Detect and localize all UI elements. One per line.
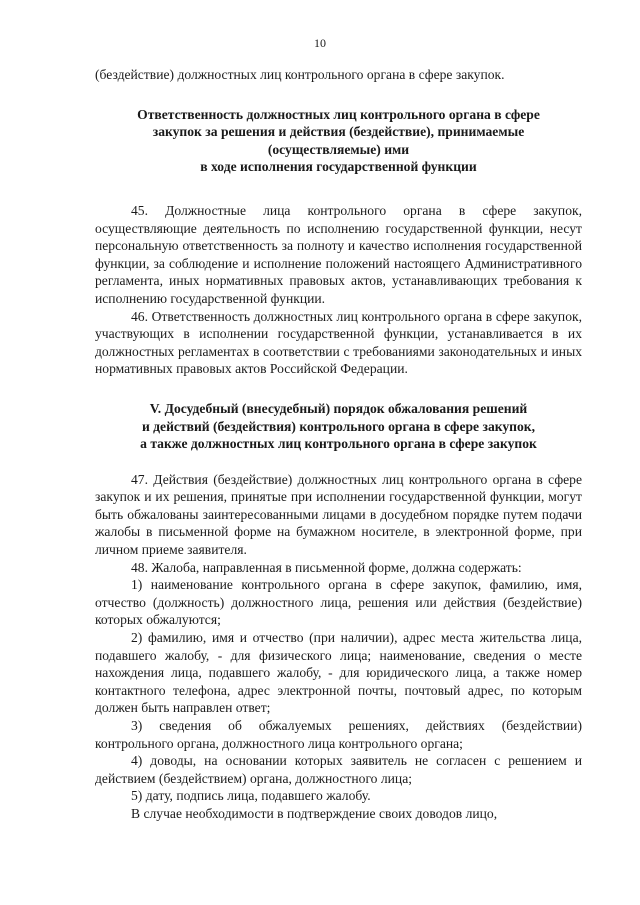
list-item: 2) фамилию, имя и отчество (при наличии), адрес места жительства лица, подавшего жалобу, - для физического лица; наименование, сведения о месте нахождения лица, подавшего жалобу, - для юридического лица, а также номер контактного телефона, адрес электронной почты, почтовый адрес, по которым должен быть направлен ответ; [95, 630, 582, 716]
list-item: 5) дату, подпись лица, подавшего жалобу. [131, 788, 371, 804]
paragraph-48: 48. Жалоба, направленная в письменной форме, должна содержать: [131, 559, 522, 575]
heading-line: закупок за решения и действия (бездействие), принимаемые [152, 124, 525, 140]
section-heading-responsibility [95, 106, 582, 176]
heading-line: V. Досудебный (внесудебный) порядок обжалования решений [149, 400, 528, 416]
intro-line: (бездействие) должностных лиц контрольного органа в сфере закупок. [95, 67, 505, 82]
section-heading-appeal [95, 400, 582, 453]
paragraph-47: 47. Действия (бездействие) должностных лиц контрольного органа в сфере закупок и их решения, принятые при исполнении государственной функции, могут быть обжалованы заинтересованными лицами в досудебном порядке путем подачи жалобы в письменной форме на бумажном носителе, в электронной форме, при личном приеме заявителя. [95, 471, 582, 558]
heading-line: (осуществляемые) ими [267, 141, 410, 157]
list-item: 4) доводы, на основании которых заявитель не согласен с решением и действием (бездействием) органа, должностного лица; [95, 753, 582, 786]
paragraph-last: В случае необходимости в подтверждение своих доводов лицо, [131, 805, 498, 821]
heading-line: и действий (бездействия) контрольного органа в сфере закупок, [141, 418, 536, 434]
list-item: 1) наименование контрольного органа в сфере закупок, фамилию, имя, отчество (должность) должностного лица, решения или действия (бездействие) которых обжалуются; [95, 577, 582, 628]
paragraph-46: 46. Ответственность должностных лиц контрольного органа в сфере закупок, участвующих в исполнении государственной функции, устанавливается в их должностных регламентах в соответствии с требованиями законодательных и иных нормативных правовых актов Российской Федерации. [95, 308, 582, 377]
paragraph-45: 45. Должностные лица контрольного органа в сфере закупок, осуществляющие деятельность по исполнению государственной функции, несут персональную ответственность за полноту и качество исполнения государственной функции, за соблюдение и исполнение положений настоящего Административного регламента, иных нормативных правовых актов, устанавливающих требования к исполнению государственной функции. [95, 202, 582, 306]
heading-line: Ответственность должностных лиц контрольного органа в сфере [137, 106, 540, 122]
heading-line: а также должностных лиц контрольного органа в сфере закупок [140, 436, 537, 452]
list-item: 3) сведения об обжалуемых решениях, действиях (бездействии) контрольного органа, должностного лица контрольного органа; [95, 718, 582, 751]
heading-line: в ходе исполнения государственной функции [200, 159, 477, 175]
page-number: 10 [314, 36, 326, 50]
document-body [95, 66, 582, 823]
